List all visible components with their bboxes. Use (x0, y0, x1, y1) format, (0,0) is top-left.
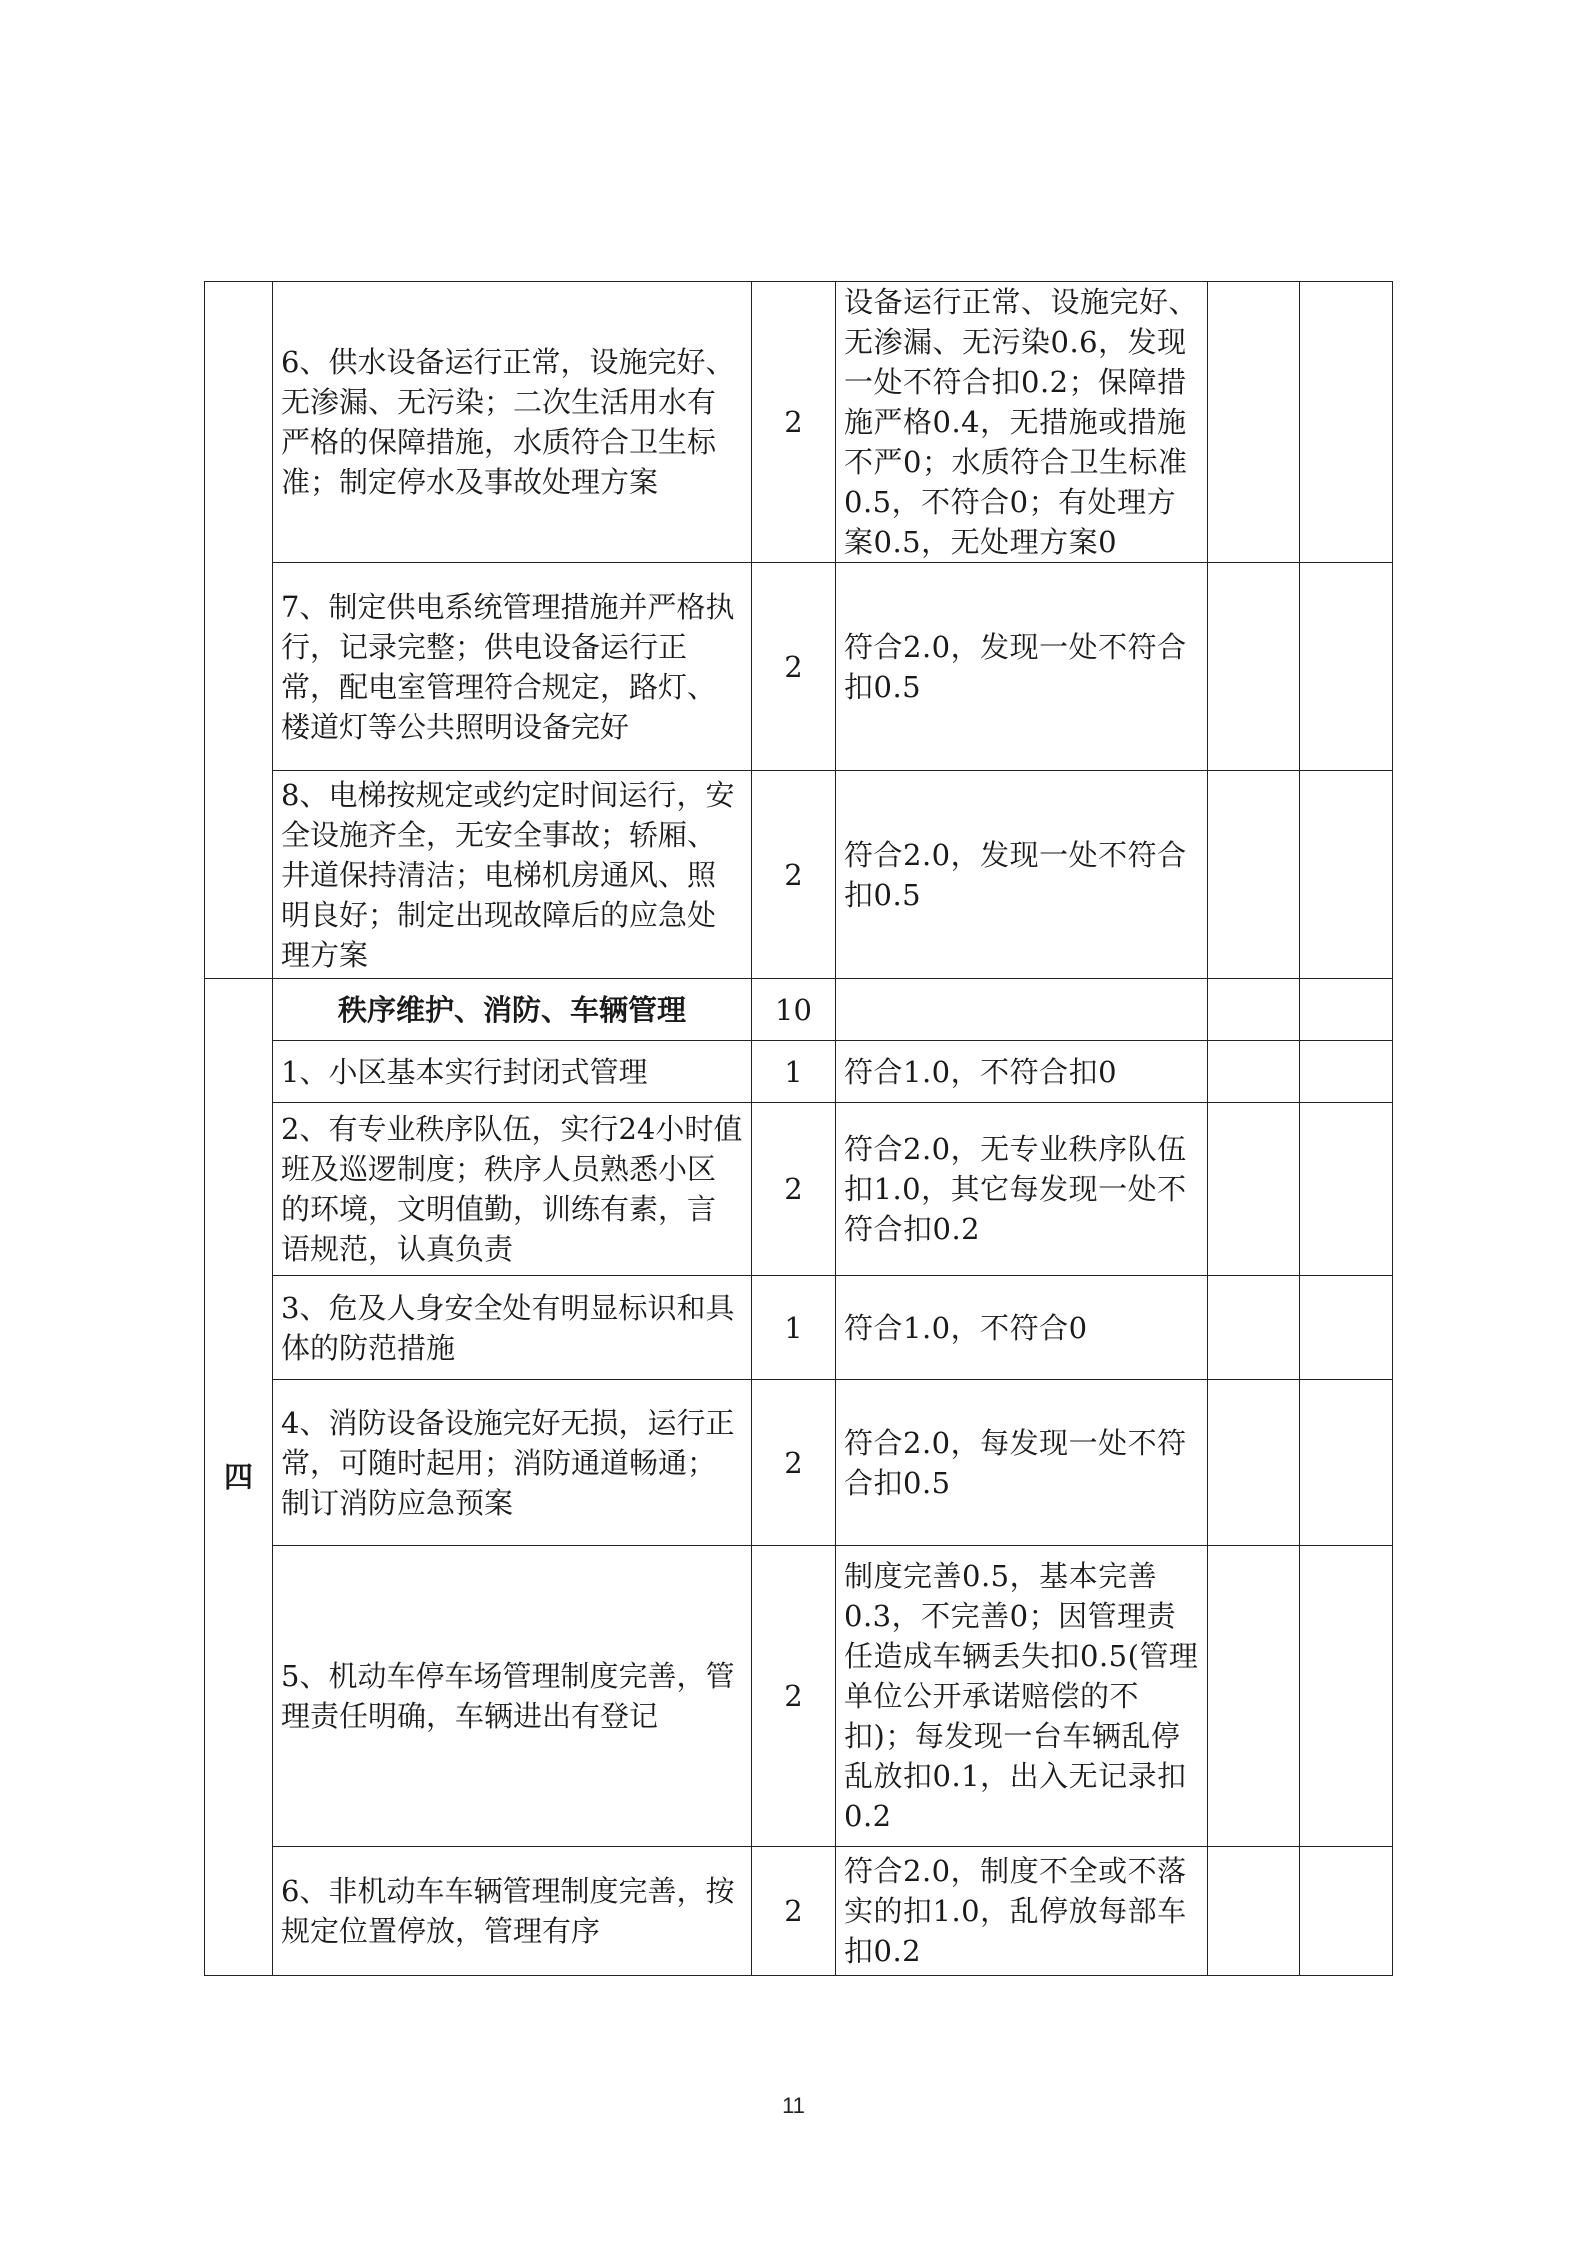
item-score: 1 (752, 1276, 836, 1380)
item-score: 2 (752, 1546, 836, 1847)
scoring-table (204, 281, 1393, 1976)
item-score: 2 (752, 1847, 836, 1976)
item-criteria: 符合2.0，发现一处不符合扣0.5 (836, 563, 1208, 771)
item-text: 3、危及人身安全处有明显标识和具体的防范措施 (273, 1276, 752, 1380)
self-score-cell (1208, 771, 1300, 979)
final-score-cell (1300, 771, 1393, 979)
item-criteria: 符合1.0，不符合扣0 (836, 1041, 1208, 1103)
table-row (205, 563, 1393, 771)
item-criteria: 符合1.0，不符合0 (836, 1276, 1208, 1380)
section-cell-continued (205, 282, 273, 979)
section-number: 四 (205, 979, 273, 1976)
self-score-cell (1208, 979, 1300, 1041)
table-row (205, 1276, 1393, 1380)
self-score-cell (1208, 1546, 1300, 1847)
section-heading-row (205, 979, 1393, 1041)
item-criteria: 设备运行正常、设施完好、无渗漏、无污染0.6，发现一处不符合扣0.2；保障措施严格0.4，无措施或措施不严0；水质符合卫生标准0.5，不符合0；有处理方案0.5，无处理方案0 (836, 282, 1208, 563)
item-text: 8、电梯按规定或约定时间运行，安全设施齐全，无安全事故；轿厢、井道保持清洁；电梯机房通风、照明良好；制定出现故障后的应急处理方案 (273, 771, 752, 979)
self-score-cell (1208, 1041, 1300, 1103)
final-score-cell (1300, 1380, 1393, 1546)
table-row (205, 1847, 1393, 1976)
item-criteria: 符合2.0，无专业秩序队伍扣1.0，其它每发现一处不符合扣0.2 (836, 1103, 1208, 1276)
item-criteria: 符合2.0，发现一处不符合扣0.5 (836, 771, 1208, 979)
table-row (205, 1546, 1393, 1847)
item-text: 2、有专业秩序队伍，实行24小时值班及巡逻制度；秩序人员熟悉小区的环境，文明值勤，训练有素，言语规范，认真负责 (273, 1103, 752, 1276)
self-score-cell (1208, 282, 1300, 563)
item-criteria: 制度完善0.5，基本完善0.3，不完善0；因管理责任造成车辆丢失扣0.5(管理单位公开承诺赔偿的不扣)；每发现一台车辆乱停乱放扣0.1，出入无记录扣0.2 (836, 1546, 1208, 1847)
item-score: 2 (752, 1103, 836, 1276)
criteria-cell (836, 979, 1208, 1041)
final-score-cell (1300, 1103, 1393, 1276)
table-row (205, 1380, 1393, 1546)
section-heading-score: 10 (752, 979, 836, 1041)
item-criteria: 符合2.0，每发现一处不符合扣0.5 (836, 1380, 1208, 1546)
item-criteria: 符合2.0，制度不全或不落实的扣1.0，乱停放每部车扣0.2 (836, 1847, 1208, 1976)
self-score-cell (1208, 1103, 1300, 1276)
item-score: 1 (752, 1041, 836, 1103)
item-score: 2 (752, 563, 836, 771)
item-text: 6、供水设备运行正常，设施完好、无渗漏、无污染；二次生活用水有严格的保障措施，水质符合卫生标准；制定停水及事故处理方案 (273, 282, 752, 563)
item-score: 2 (752, 1380, 836, 1546)
item-text: 6、非机动车车辆管理制度完善，按规定位置停放，管理有序 (273, 1847, 752, 1976)
item-score: 2 (752, 282, 836, 563)
item-text: 5、机动车停车场管理制度完善，管理责任明确，车辆进出有登记 (273, 1546, 752, 1847)
final-score-cell (1300, 282, 1393, 563)
self-score-cell (1208, 1847, 1300, 1976)
item-text: 1、小区基本实行封闭式管理 (273, 1041, 752, 1103)
final-score-cell (1300, 1041, 1393, 1103)
final-score-cell (1300, 979, 1393, 1041)
table-row (205, 282, 1393, 563)
table-row (205, 771, 1393, 979)
table-row (205, 1103, 1393, 1276)
item-text: 4、消防设备设施完好无损，运行正常，可随时起用；消防通道畅通；制订消防应急预案 (273, 1380, 752, 1546)
final-score-cell (1300, 1847, 1393, 1976)
item-text: 7、制定供电系统管理措施并严格执行，记录完整；供电设备运行正常，配电室管理符合规定，路灯、楼道灯等公共照明设备完好 (273, 563, 752, 771)
final-score-cell (1300, 1546, 1393, 1847)
item-score: 2 (752, 771, 836, 979)
final-score-cell (1300, 563, 1393, 771)
section-heading: 秩序维护、消防、车辆管理 (273, 979, 752, 1041)
self-score-cell (1208, 1380, 1300, 1546)
page-number: 11 (782, 2093, 805, 2118)
self-score-cell (1208, 1276, 1300, 1380)
self-score-cell (1208, 563, 1300, 771)
final-score-cell (1300, 1276, 1393, 1380)
table-row (205, 1041, 1393, 1103)
